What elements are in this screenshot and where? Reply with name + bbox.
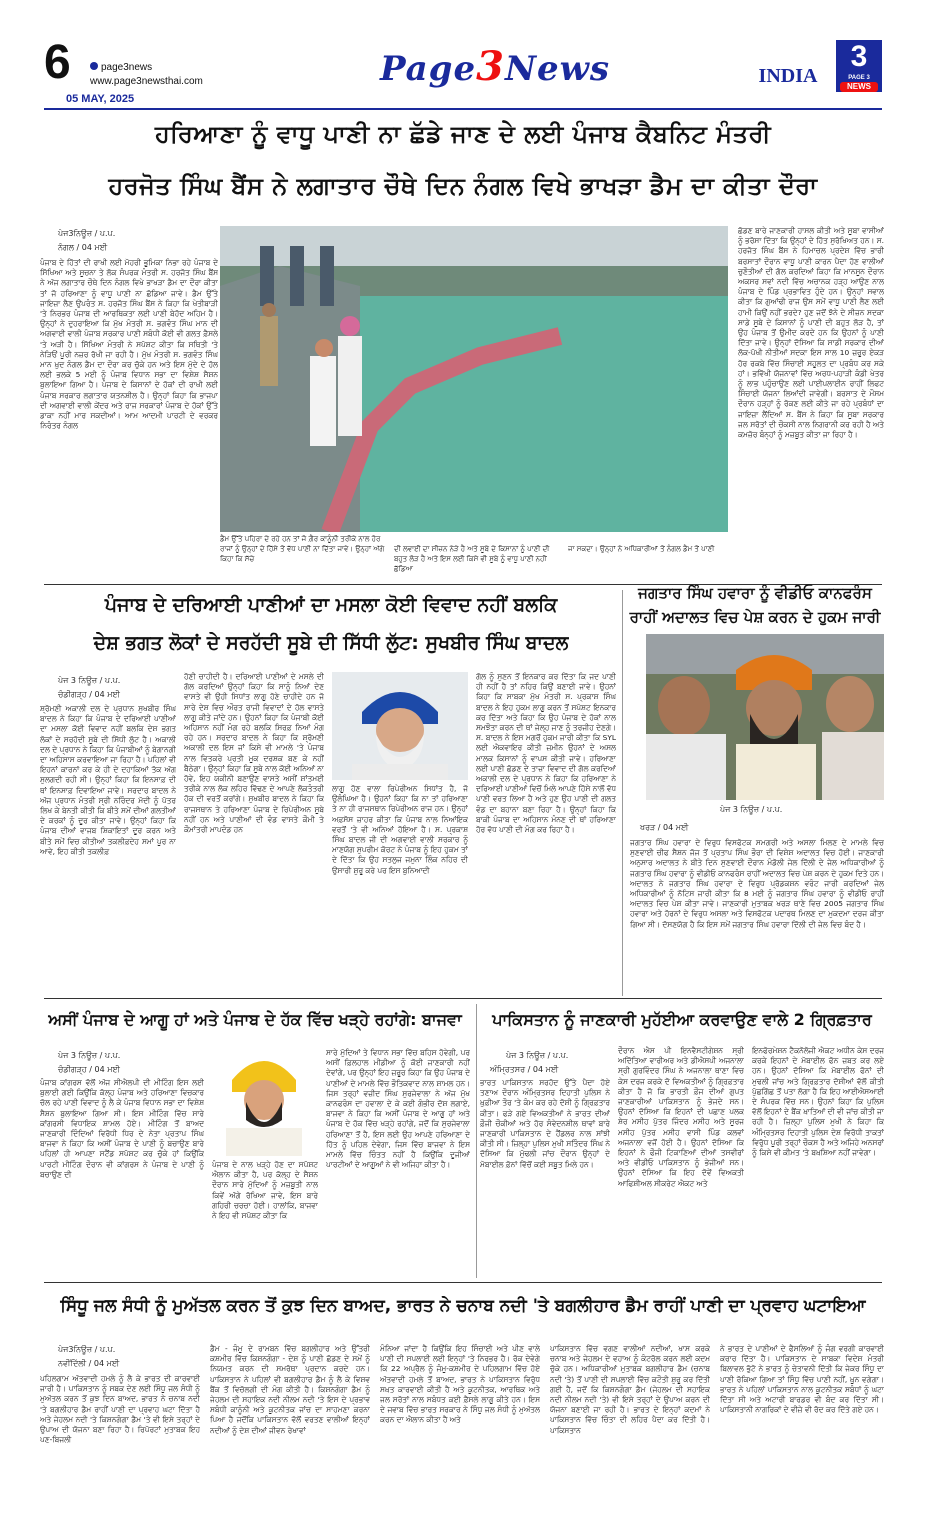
article2-col3: ਲਾਗੂ ਹੋਣ ਵਾਲਾ ਰਿਪੇਰੀਅਨ ਸਿਧਾਂਤ ਹੈ, ਜੋ ਉਲੰਘਿਆ ਹੈ। ਉਹਨਾਂ ਕਿਹਾ ਕਿ ਨਾ ਤਾਂ ਹਰਿਆਣਾ ਤੇ ਨਾ ਹੀ ਰਾਜਸਥਾਨ ਰਿਪੇਰੀਅਨ ਰਾਜ ਹਨ। ਉਨ੍ਹਾਂ ਅਫ਼ਸੋਸ ਜ਼ਾਹਰ ਕੀਤਾ ਕਿ ਪੰਜਾਬ ਨਾਲ ਨਿਆਂਇਕ ਵਰਤੋਂ 'ਤੇ ਵੀ ਅਨਿਆਂ ਹੋਇਆ ਹੈ। ਸ. ਪ੍ਰਕਾਸ਼ ਸਿੰਘ ਬਾਦਲ ਜੀ ਦੀ ਅਗਵਾਈ ਵਾਲੀ ਸਰਕਾਰ ਨੂੰ ਮਾਣਯੋਗ ਸੁਪਰੀਮ ਕੋਰਟ ਨੇ ਪੰਜਾਬ ਨੂੰ ਇਹ ਹੁਕਮ ਤਾਂ ਦੇ ਦਿੱਤਾ ਕਿ ਉਹ ਸਤਲੁਜ ਜਮੁਨਾ ਲਿੰਕ ਨਹਿਰ ਦੀ ਉਸਾਰੀ ਸ਼ੁਰੂ ਕਰੇ ਪਰ ਇਸ ਬੁਨਿਆਦੀ — [332, 784, 468, 875]
article1-headline-line1: ਹਰਿਆਣਾ ਨੂੰ ਵਾਧੂ ਪਾਣੀ ਨਾ ਛੱਡੇ ਜਾਣ ਦੇ ਲਈ ਪੰਜਾਬ ਕੈਬਨਿਟ ਮੰਤਰੀ — [154, 120, 772, 148]
row3-top-rule — [44, 998, 882, 999]
article6-col4: ਪਾਕਿਸਤਾਨ ਵਿੱਚ ਵਗਣ ਵਾਲੀਆਂ ਨਦੀਆਂ, ਖਾਸ ਕਰਕੇ ਚਨਾਬ ਅਤੇ ਜੇਹਲਮ ਦੇ ਵਹਾਅ ਨੂੰ ਕੰਟਰੋਲ ਕਰਨ ਲਈ ਕਦਮ ਚੁੱਕੇ ਹਨ। ਅਧਿਕਾਰੀਆਂ ਮੁਤਾਬਕ ਬਗਲੀਹਾਰ ਡੈਮ (ਚਨਾਬ ਨਦੀ 'ਤੇ) ਤੋਂ ਪਾਣੀ ਦੀ ਸਪਲਾਈ ਵਿੱਚ ਕਟੌਤੀ ਸ਼ੁਰੂ ਕਰ ਦਿੱਤੀ ਗਈ ਹੈ, ਜਦੋਂ ਕਿ ਕਿਸ਼ਨਗੰਗਾ ਡੈਮ (ਜੇਹਲਮ ਦੀ ਸਹਾਇਕ ਨਦੀ ਨੀਲਮ ਨਦੀ 'ਤੇ) ਵੀ ਇਸੇ ਤਰ੍ਹਾਂ ਦੇ ਉਪਾਅ ਕਰਨ ਦੀ ਯੋਜਨਾ ਬਣਾਈ ਜਾ ਰਹੀ ਹੈ। ਭਾਰਤ ਦੇ ਇਨ੍ਹਾਂ ਕਦਮਾਂ ਨੇ ਪਾਕਿਸਤਾਨ ਵਿੱਚ ਚਿੰਤਾ ਦੀ ਲਹਿਰ ਪੈਦਾ ਕਰ ਦਿੱਤੀ ਹੈ। ਪਾਕਿਸਤਾਨ — [550, 1344, 710, 1435]
article4-dateline: ਚੰਡੀਗੜ੍ਹ / 04 ਮਈ — [58, 1065, 120, 1074]
article1-caption-col2: ਦੀ ਲਵਾਈ ਦਾ ਸੀਜ਼ਨ ਨੇੜੇ ਹੈ ਅਤੇ ਸੂਬੇ ਦੇ ਕਿਸਾਨਾਂ ਨੂੰ ਪਾਣੀ ਦੀ ਬਹੁਤ ਲੋੜ ਹੈ ਅਤੇ ਇਸ ਲਈ ਕਿਸੇ ਵੀ ਸੂਬੇ ਨੂੰ ਵਾਧੂ ਪਾਣੀ ਨਹੀਂ ਛੱਡਿਆ — [394, 545, 550, 573]
article3-source: ਪੇਜ 3 ਨਿਊਜ਼ / ਪ.ਪ. — [720, 805, 783, 814]
article5-source: ਪੇਜ 3 ਨਿਊਜ਼ / ਪ.ਪ. — [506, 1051, 569, 1060]
masthead-rule — [44, 108, 882, 110]
article4-photo-caption: ਪੰਜਾਬ ਦੇ ਨਾਲ ਖੜ੍ਹੇ ਹੋਣ ਦਾ ਸਪੱਸ਼ਟ ਐਲਾਨ ਕੀਤਾ ਹੈ, ਪਰ ਕੱਲ੍ਹ ਦੇ ਸੈਸ਼ਨ ਦੌਰਾਨ ਸਾਰੇ ਮੁੱਦਿਆਂ ਨੂੰ ਮਜ਼ਬੂਤੀ ਨਾਲ ਕਿਵੇਂ ਅੱਗੇ ਰੱਖਿਆ ਜਾਵੇ, ਇਸ ਬਾਰੇ ਗਹਿਰੀ ਚਰਚਾ ਹੋਈ। ਹਾਲਾਂਕਿ, ਬਾਜਵਾ ਨੇ ਇਹ ਵੀ ਸਪੱਸ਼ਟ ਕੀਤਾ ਕਿ — [212, 1160, 318, 1221]
article4-col3: ਸਾਰੇ ਮੁੱਦਿਆਂ ਤੇ ਵਿਧਾਨ ਸਭਾ ਵਿੱਚ ਬਹਿਸ ਹੋਵੇਗੀ, ਪਰ ਅਸੀਂ ਫ਼ਿਲਹਾਲ ਮੀਡੀਆ ਨੂੰ ਕੋਈ ਜਾਣਕਾਰੀ ਨਹੀਂ ਦੇਵਾਂਗੇ, ਪਰ ਉਨ੍ਹਾਂ ਇਹ ਜ਼ਰੂਰ ਕਿਹਾ ਕਿ ਉਹ ਪੰਜਾਬ ਦੇ ਪਾਣੀਆਂ ਦੇ ਮਾਮਲੇ ਵਿੱਚ ਭੌਤਿਕਵਾਦ ਨਾਲ ਸ਼ਾਮਲ ਹਨ। ਜਿਸ ਤਰ੍ਹਾਂ ਵਜ਼ੀਦ ਸਿੰਘ ਸੁਰਜੇਵਾਲਾ ਨੇ ਅੱਜ ਮੁੱਖ ਕਾਨਫਰੰਸ ਦਾ ਹਵਾਲਾ ਦੇ ਕੇ ਕਈ ਗੰਭੀਰ ਦੋਸ਼ ਲਗਾਏ, ਬਾਜਵਾ ਨੇ ਕਿਹਾ ਕਿ ਅਸੀਂ ਪੰਜਾਬ ਦੇ ਆਗੂ ਹਾਂ ਅਤੇ ਪੰਜਾਬ ਦੇ ਹੱਕ ਵਿੱਚ ਖੜ੍ਹੇ ਰਹਾਂਗੇ, ਜਦੋਂ ਕਿ ਸੁਰਜੇਵਾਲਾ ਹਰਿਆਣਾ ਤੋਂ ਹੈ, ਇਸ ਲਈ ਉਹ ਆਪਣੇ ਹਰਿਆਣਾ ਦੇ ਹਿੱਤ ਨੂੰ ਪਹਿਲ ਦੇਵੇਗਾ, ਜਿਸ ਵਿੱਚ ਬਾਜਵਾ ਨੇ ਇਸ ਮਾਮਲੇ ਵਿੱਚ ਚਿੰਤਤ ਨਹੀਂ ਹੈ ਕਿਉਂਕਿ ਦੂਜੀਆਂ ਪਾਰਟੀਆਂ ਦੇ ਆਗੂਆਂ ਨੇ ਵੀ ਅਜਿਹਾ ਕੀਤਾ ਹੈ। — [326, 1048, 470, 1170]
article6-col3: ਮੰਨਿਆ ਜਾਂਦਾ ਹੈ ਕਿਉਂਕਿ ਇਹ ਸਿੰਚਾਈ ਅਤੇ ਪੀਣ ਵਾਲੇ ਪਾਣੀ ਦੀ ਸਪਲਾਈ ਲਈ ਇਨ੍ਹਾਂ 'ਤੇ ਨਿਰਭਰ ਹੈ। ਰੋਕ ਦੇਵੇਗੇ ਕਿ 22 ਅਪ੍ਰੈਲ ਨੂੰ ਜੰਮੂ-ਕਸ਼ਮੀਰ ਦੇ ਪਹਿਲਗਾਮ ਵਿੱਚ ਹੋਏ ਅੱਤਵਾਦੀ ਹਮਲੇ ਤੋਂ ਬਾਅਦ, ਭਾਰਤ ਨੇ ਪਾਕਿਸਤਾਨ ਵਿਰੁੱਧ ਸਖ਼ਤ ਕਾਰਵਾਈ ਕੀਤੀ ਹੈ ਅਤੇ ਕੂਟਨੀਤਕ, ਆਰਥਿਕ ਅਤੇ ਜਲ ਸਰੋਤਾਂ ਨਾਲ ਸਬੰਧਤ ਕਈ ਫ਼ੈਸਲੇ ਲਾਗੂ ਕੀਤੇ ਹਨ। ਇਸ ਦੇ ਜਵਾਬ ਵਿੱਚ ਭਾਰਤ ਸਰਕਾਰ ਨੇ ਸਿੰਧੂ ਜਲ ਸੰਧੀ ਨੂੰ ਮੁਅੱਤਲ ਕਰਨ ਦਾ ਐਲਾਨ ਕੀਤਾ ਹੈ ਅਤੇ — [380, 1344, 540, 1425]
divider-article2-3 — [622, 590, 623, 996]
article4-headline: ਅਸੀਂ ਪੰਜਾਬ ਦੇ ਆਗੂ ਹਾਂ ਅਤੇ ਪੰਜਾਬ ਦੇ ਹੱਕ ਵਿੱਚ ਖੜ੍ਹੇ ਰਹਾਂਗੇ: ਬਾਜਵਾ — [48, 1010, 462, 1029]
article1-col1: ਪੰਜਾਬ ਦੇ ਹਿੱਤਾਂ ਦੀ ਰਾਖੀ ਲਈ ਮੋਹਰੀ ਭੂਮਿਕਾ ਨਿਭਾ ਰਹੇ ਪੰਜਾਬ ਦੇ ਸਿੱਖਿਆ ਅਤੇ ਸੂਚਨਾ ਤੇ ਲੋਕ ਸੰਪਰਕ ਮੰਤਰੀ ਸ. ਹਰਜੋਤ ਸਿੰਘ ਬੈਂਸ ਨੇ ਅੱਜ ਲਗਾਤਾਰ ਚੌਥੇ ਦਿਨ ਨੰਗਲ ਵਿਖੇ ਭਾਖੜਾ ਡੈਮ ਦਾ ਦੌਰਾ ਕੀਤਾ ਤਾਂ ਜੋ ਹਰਿਆਣਾ ਨੂੰ ਵਾਧੂ ਪਾਣੀ ਨਾ ਛੱਡਿਆ ਜਾਵੇ। ਡੈਮ ਉੱਤੇ ਜਾਇਜ਼ਾ ਲੈਣ ਉਪਰੰਤ ਸ. ਹਰਜੋਤ ਸਿੰਘ ਬੈਂਸ ਨੇ ਕਿਹਾ ਕਿ ਖੇਤੀਬਾੜੀ 'ਤੇ ਨਿਰਭਰ ਪੰਜਾਬ ਦੀ ਆਰਥਿਕਤਾ ਲਈ ਪਾਣੀ ਬੇਹੱਦ ਅਹਿਮ ਹੈ। ਉਨ੍ਹਾਂ ਨੇ ਦੁਹਰਾਇਆ ਕਿ ਮੁੱਖ ਮੰਤਰੀ ਸ. ਭਗਵੰਤ ਸਿੰਘ ਮਾਨ ਦੀ ਅਗਵਾਈ ਵਾਲੀ ਪੰਜਾਬ ਸਰਕਾਰ ਪਾਣੀ ਸਬੰਧੀ ਕੋਈ ਵੀ ਗਲਤ ਫ਼ੈਸਲੇ 'ਤੇ ਅੜੀ ਹੈ। ਸਿੱਖਿਆ ਮੰਤਰੀ ਨੇ ਸਪੱਸ਼ਟ ਕੀਤਾ ਕਿ ਸਥਿਤੀ 'ਤੇ ਨੇੜਿਓਂ ਪੂਰੀ ਨਜ਼ਰ ਰੱਖੀ ਜਾ ਰਹੀ ਹੈ। ਮੁੱਖ ਮੰਤਰੀ ਸ. ਭਗਵੰਤ ਸਿੰਘ ਮਾਨ ਖ਼ੁਦ ਨੰਗਲ ਡੈਮ ਦਾ ਦੌਰਾ ਕਰ ਚੁੱਕੇ ਹਨ ਅਤੇ ਇਸ ਮੁੱਦੇ ਦੇ ਹੱਲ ਲਈ ਭਲਕੇ 5 ਮਈ ਨੂੰ ਪੰਜਾਬ ਵਿਧਾਨ ਸਭਾ ਦਾ ਵਿਸ਼ੇਸ਼ ਸੈਸ਼ਨ ਬੁਲਾਇਆ ਗਿਆ ਹੈ। ਪੰਜਾਬ ਦੇ ਕਿਸਾਨਾਂ ਦੇ ਹੱਕਾਂ ਦੀ ਰਾਖੀ ਲਈ ਪੰਜਾਬ ਸਰਕਾਰ ਲਗਾਤਾਰ ਯਤਨਸ਼ੀਲ ਹੈ। ਉਨ੍ਹਾਂ ਕਿਹਾ ਕਿ ਭਾਜਪਾ ਦੀ ਅਗਵਾਈ ਵਾਲੀ ਕੇਂਦਰ ਅਤੇ ਰਾਜ ਸਰਕਾਰਾਂ ਪੰਜਾਬ ਦੇ ਹੱਕਾਂ ਉੱਤੇ ਡਾਕਾ ਨਹੀਂ ਮਾਰ ਸਕਦੀਆਂ। ਆਮ ਆਦਮੀ ਪਾਰਟੀ ਦੇ ਵਰਕਰ ਨਿਰੰਤਰ ਨੰਗਲ — [40, 258, 218, 431]
bajwa-photo — [212, 1046, 316, 1156]
article6-dateline: ਨਵੀਂਦਿੱਲੀ / 04 ਮਈ — [58, 1359, 120, 1368]
social-handle: page3news — [90, 62, 152, 73]
article6-source: ਪੇਜ3ਨਿਊਜ਼ / ਪ.ਪ. — [58, 1345, 116, 1354]
portrait-illustration — [332, 672, 468, 780]
issue-date: 05 MAY, 2025 — [66, 93, 135, 105]
article1-caption-col1: ਡੈਮ ਉੱਤੇ ਪਹਿਰਾ ਦੇ ਰਹੇ ਹਨ ਤਾਂ ਜੋ ਗ਼ੈਰ ਕਾਨੂੰਨੀ ਤਰੀਕੇ ਨਾਲ ਹੋਰ ਰਾਜਾਂ ਨੂੰ ਉਨ੍ਹਾਂ ਦੇ ਹਿੱਸੇ ਤੋਂ ਵੱਧ ਪਾਣੀ ਨਾ ਦਿੱਤਾ ਜਾਵੇ। ਉਨ੍ਹਾਂ ਅੱਗੇ ਕਿਹਾ ਕਿ ਸੱਚੇ — [220, 535, 385, 563]
article5-col2: ਦੌਰਾਨ ਐਸ ਪੀ ਇਨਵੈਸਟੀਗੇਸ਼ਨ ਸ੍ਰੀ ਅਦਿੱਤਿਆ ਵਾਰੀਅਰ ਅਤੇ ਡੀਐਸਪੀ ਅਜਨਾਲਾ ਸ੍ਰੀ ਗੁਰਵਿੰਦਰ ਸਿੰਘ ਨੇ ਅਜਨਾਲਾ ਥਾਣਾ ਵਿਚ ਕੇਸ ਦਰਜ ਕਰਕੇ ਦੋ ਵਿਅਕਤੀਆਂ ਨੂੰ ਗ੍ਰਿਫ਼ਤਾਰ ਕੀਤਾ ਹੈ ਜੋ ਕਿ ਭਾਰਤੀ ਫ਼ੌਜ ਦੀਆਂ ਗੁਪਤ ਜਾਣਕਾਰੀਆਂ ਪਾਕਿਸਤਾਨ ਨੂੰ ਭੇਜਦੇ ਸਨ। ਉਹਨਾਂ ਦੱਸਿਆ ਕਿ ਇਹਨਾਂ ਦੀ ਪਛਾਣ ਪਲਕ ਸ਼ੇਰ ਮਸੀਹ ਪੁੱਤਰ ਜਿੰਦਰ ਮਸੀਹ ਅਤੇ ਸੂਰਜ ਮਸੀਹ ਪੁੱਤਰ ਮਸੀਹ ਵਾਸੀ ਪਿੰਡ ਕਲਵਾਂ ਅਜਨਾਲਾ ਵਜੋਂ ਹੋਈ ਹੈ। ਉਹਨਾਂ ਦੱਸਿਆ ਕਿ ਇਹਨਾਂ ਨੇ ਫੌਜੀ ਟਿਕਾਣਿਆਂ ਦੀਆਂ ਤਸਵੀਰਾਂ ਅਤੇ ਵੀਡੀਓ ਪਾਕਿਸਤਾਨ ਨੂੰ ਭੇਜੀਆਂ ਸਨ। ਉਹਨਾਂ ਦੱਸਿਆ ਕਿ ਇਹ ਦੋਵੇਂ ਵਿਅਕਤੀ ਆਫਿਸ਼ੀਅਲ ਸੀਕਰੇਟ ਐਕਟ ਅਤੇ — [618, 1046, 744, 1188]
edition-label: INDIA — [758, 65, 818, 87]
article5-headline: ਪਾਕਿਸਤਾਨ ਨੂੰ ਜਾਣਕਾਰੀ ਮੁਹੱਈਆ ਕਰਵਾਉਣ ਵਾਲੇ 2 ਗ੍ਰਿਫ਼ਤਾਰ — [492, 1010, 872, 1029]
article1-dam-photo — [220, 226, 728, 532]
article5-col1: ਭਾਰਤ ਪਾਕਿਸਤਾਨ ਸਰਹੱਦ ਉੱਤੇ ਪੈਦਾ ਹੋਏ ਤਣਾਅ ਦੌਰਾਨ ਅੰਮ੍ਰਿਤਸਰ ਦਿਹਾਤੀ ਪੁਲਿਸ ਨੇ ਖ਼ੁਫ਼ੀਆ ਤੌਰ 'ਤੇ ਕੰਮ ਕਰ ਰਹੇ ਦੋਸ਼ੀ ਨੂੰ ਗ੍ਰਿਫ਼ਤਾਰ ਕੀਤਾ। ਫੜੇ ਗਏ ਵਿਅਕਤੀਆਂ ਨੇ ਭਾਰਤ ਦੀਆਂ ਫ਼ੌਜੀ ਚੌਕੀਆਂ ਅਤੇ ਹੋਰ ਸੰਵੇਦਨਸ਼ੀਲ ਥਾਵਾਂ ਬਾਰੇ ਜਾਣਕਾਰੀ ਪਾਕਿਸਤਾਨ ਦੇ ਹੈਂਡਲਰ ਨਾਲ ਸਾਂਝੀ ਕੀਤੀ ਸੀ। ਜ਼ਿਲ੍ਹਾ ਪੁਲਿਸ ਮੁਖੀ ਸਤਿੰਦਰ ਸਿੰਘ ਨੇ ਦੱਸਿਆ ਕਿ ਮੁੱਢਲੀ ਜਾਂਚ ਦੌਰਾਨ ਉਨ੍ਹਾਂ ਦੇ ਮੋਬਾਈਲ ਫ਼ੋਨਾਂ ਵਿੱਚੋਂ ਕਈ ਸਬੂਤ ਮਿਲੇ ਹਨ। — [480, 1078, 610, 1169]
article1-dateline: ਨੰਗਲ / 04 ਮਈ — [58, 243, 108, 252]
article2-col1: ਸ਼੍ਰੋਮਣੀ ਅਕਾਲੀ ਦਲ ਦੇ ਪ੍ਰਧਾਨ ਸੁਖਬੀਰ ਸਿੰਘ ਬਾਦਲ ਨੇ ਕਿਹਾ ਕਿ ਪੰਜਾਬ ਦੇ ਦਰਿਆਈ ਪਾਣੀਆਂ ਦਾ ਮਸਲਾ ਕੋਈ ਵਿਵਾਦ ਨਹੀਂ ਬਲਕਿ ਦੇਸ਼ ਭਗਤ ਲੋਕਾਂ ਦੇ ਸਰਹੱਦੀ ਸੂਬੇ ਦੀ ਸਿੱਧੀ ਲੁੱਟ ਹੈ। ਅਕਾਲੀ ਦਲ ਦੇ ਪ੍ਰਧਾਨ ਨੇ ਕਿਹਾ ਕਿ ਪੰਜਾਬੀਆਂ ਨੂੰ ਬੇਗਾਨਗੀ ਦਾ ਅਹਿਸਾਸ ਕਰਵਾਇਆ ਜਾ ਰਿਹਾ ਹੈ। ਪਹਿਲਾਂ ਵੀ ਇਹਨਾਂ ਕਾਰਨਾਂ ਕਰ ਕੇ ਹੀ ਦੇ ਦਹਾਕਿਆਂ ਤੱਕ ਅੱਗ ਸੁਲਗਦੀ ਰਹੀ ਸੀ। ਉਨ੍ਹਾਂ ਕਿਹਾ ਕਿ ਇਨਸਾਫ਼ ਦੀ ਥਾਂ ਇਨਸਾਫ਼ ਦਿਵਾਇਆ ਜਾਵੇ। ਸਰਦਾਰ ਬਾਦਲ ਨੇ ਅੱਜ ਪ੍ਰਧਾਨ ਮੰਤਰੀ ਸ੍ਰੀ ਨਰਿੰਦਰ ਮੋਦੀ ਨੂੰ ਪੱਤਰ ਲਿਖ ਕੇ ਬੇਨਤੀ ਕੀਤੀ ਕਿ ਬੀਤੇ ਸਮੇਂ ਦੀਆਂ ਗਲਤੀਆਂ ਦੇ ਕਰਕਾਂ ਨੂੰ ਦੂਰ ਕੀਤਾ ਜਾਵੇ। ਉਨ੍ਹਾਂ ਕਿਹਾ ਕਿ ਪੰਜਾਬ ਦੀਆਂ ਵਾਜਬ ਸ਼ਿਕਾਇਤਾਂ ਦੂਰ ਕਰਨ ਅਤੇ ਬੀਤੇ ਸਮੇਂ ਵਿਚ ਕੀਤੀਆਂ ਤਕਲੀਫ਼ਦੇਹ ਸਮਾਂ ਪੂਰ ਨਾ ਆਵੇ, ਇਹ ਕੀਤੀ ਤਕਲੀਫ਼ — [40, 704, 176, 856]
article3-headline-line2: ਰਾਹੀਂ ਅਦਾਲਤ ਵਿਚ ਪੇਸ਼ ਕਰਨ ਦੇ ਹੁਕਮ ਜਾਰੀ — [629, 608, 881, 626]
article2-headline-line1: ਪੰਜਾਬ ਦੇ ਦਰਿਆਈ ਪਾਣੀਆਂ ਦਾ ਮਸਲਾ ਕੋਈ ਵਿਵਾਦ ਨਹੀਂ ਬਲਕਿ — [104, 594, 558, 616]
page-number: 6 — [44, 36, 71, 89]
article3-body: ਜਗਤਾਰ ਸਿੰਘ ਹਵਾਰਾ ਦੇ ਵਿਰੁਧ ਵਿਸਫੋਟਕ ਸਮਗਰੀ ਅਤੇ ਅਸਲਾ ਮਿਲਣ ਦੇ ਮਾਮਲੇ ਵਿਚ ਸੁਣਵਾਈ ਚੀਫ ਸੈਸ਼ਨ ਜੱਜ ਤੋਂ ਪ੍ਰਤਾਪ ਸਿੰਘ ਭੌਰਾ ਦੀ ਵਿਸ਼ੇਸ਼ ਅਦਾਲਤ ਵਿਚ ਹੋਈ। ਜਾਣਕਾਰੀ ਅਨੁਸਾਰ ਅਦਾਲਤ ਨੇ ਬੀਤੇ ਦਿਨ ਸੁਣਵਾਈ ਦੌਰਾਨ ਮੰਡੋਲੀ ਜੇਲ ਦਿੱਲੀ ਦੇ ਜੇਲ ਅਧਿਕਾਰੀਆਂ ਨੂੰ ਜਗਤਾਰ ਸਿੰਘ ਹਵਾਰਾ ਨੂੰ ਵੀਡੀਓ ਕਾਨਫਰੰਸ ਰਾਹੀਂ ਅਦਾਲਤ ਵਿਚ ਪੇਸ਼ ਕਰਨ ਦੇ ਹੁਕਮ ਦਿਤੇ ਹਨ। ਅਦਾਲਤ ਨੇ ਜਗਤਾਰ ਸਿੰਘ ਹਵਾਰਾ ਦੇ ਵਿਰੁਧ ਪ੍ਰੋਡਕਸ਼ਨ ਵਰੰਟ ਜਾਰੀ ਕਰਦਿਆਂ ਜੇਲ ਅਧਿਕਾਰੀਆਂ ਨੂੰ ਨੋਟਿਸ ਜਾਰੀ ਕੀਤਾ ਕਿ 8 ਮਈ ਨੂੰ ਜਗਤਾਰ ਸਿੰਘ ਹਵਾਰਾ ਨੂੰ ਵੀਡੀਓ ਰਾਹੀਂ ਅਦਾਲਤ ਵਿਚ ਪੇਸ਼ ਕੀਤਾ ਜਾਵੇ। ਜਾਣਕਾਰੀ ਮੁਤਾਬਕ ਖਰੜ ਥਾਣੇ ਵਿਚ 2005 ਜਗਤਾਰ ਸਿੰਘ ਹਵਾਰਾ ਅਤੇ ਹੋਰਨਾਂ ਦੇ ਵਿਰੁਧ ਅਸਲਾ ਅਤੇ ਵਿਸਫੋਟਕ ਪਦਾਰਥ ਮਿਲਣ ਦਾ ਮੁਕਦਮਾ ਦਰਜ ਕੀਤਾ ਗਿਆ ਸੀ। ਦੱਸਣਯੋਗ ਹੈ ਕਿ ਇਸ ਸਮੇਂ ਜਗਤਾਰ ਸਿੰਘ ਹਵਾਰਾ ਦਿੱਲੀ ਦੀ ਜੇਲ ਵਿਚ ਬੰਦ ਹੈ। — [630, 838, 884, 929]
article4-col1: ਪੰਜਾਬ ਕਾਂਗਰਸ ਵੱਲੋਂ ਅੱਜ ਸੀਐਲਪੀ ਦੀ ਮੀਟਿੰਗ ਇਸ ਲਈ ਬੁਲਾਈ ਗਈ ਕਿਉਂਕਿ ਕੱਲ੍ਹ ਪੰਜਾਬ ਅਤੇ ਹਰਿਆਣਾ ਵਿਚਕਾਰ ਚੱਲ ਰਹੇ ਪਾਣੀ ਵਿਵਾਦ ਨੂੰ ਲੈ ਕੇ ਪੰਜਾਬ ਵਿਧਾਨ ਸਭਾ ਦਾ ਵਿਸ਼ੇਸ਼ ਸੈਸ਼ਨ ਬੁਲਾਇਆ ਗਿਆ ਸੀ। ਇਸ ਮੀਟਿੰਗ ਵਿੱਚ ਸਾਰੇ ਕਾਂਗਰਸੀ ਵਿਧਾਇਕ ਸ਼ਾਮਲ ਹੋਏ। ਮੀਟਿੰਗ ਤੋਂ ਬਾਅਦ ਜਾਣਕਾਰੀ ਦਿੰਦਿਆਂ ਵਿਰੋਧੀ ਧਿਰ ਦੇ ਨੇਤਾ ਪ੍ਰਤਾਪ ਸਿੰਘ ਬਾਜਵਾ ਨੇ ਕਿਹਾ ਕਿ ਅਸੀਂ ਪੰਜਾਬ ਦੇ ਪਾਣੀ ਨੂੰ ਬਚਾਉਣ ਬਾਰੇ ਪਹਿਲਾਂ ਹੀ ਆਪਣਾ ਸਟੈਂਡ ਸਪੱਸ਼ਟ ਕਰ ਚੁੱਕੇ ਹਾਂ ਕਿਉਂਕਿ ਪਾਰਟੀ ਮੀਟਿੰਗ ਦੌਰਾਨ ਵੀ ਕਾਂਗਰਸ ਨੇ ਪੰਜਾਬ ਦੇ ਪਾਣੀ ਨੂੰ ਬਚਾਉਣ ਦੀ — [40, 1078, 204, 1179]
article6-col1: ਪਹਿਲਗਾਮ ਅੱਤਵਾਦੀ ਹਮਲੇ ਨੂੰ ਲੈ ਕੇ ਭਾਰਤ ਦੀ ਕਾਰਵਾਈ ਜਾਰੀ ਹੈ। ਪਾਕਿਸਤਾਨ ਨੂੰ ਸਬਕ ਦੇਣ ਲਈ ਸਿੰਧੂ ਜਲ ਸੰਧੀ ਨੂੰ ਮੁਅੱਤਲ ਕਰਨ ਤੋਂ ਕੁਝ ਦਿਨ ਬਾਅਦ, ਭਾਰਤ ਨੇ ਚਨਾਬ ਨਦੀ 'ਤੇ ਬਗਲੀਹਾਰ ਡੈਮ ਰਾਹੀਂ ਪਾਣੀ ਦਾ ਪ੍ਰਵਾਹ ਘਟਾ ਦਿੱਤਾ ਹੈ ਅਤੇ ਜੇਹਲਮ ਨਦੀ 'ਤੇ ਕਿਸ਼ਨਗੰਗਾ ਡੈਮ 'ਤੇ ਵੀ ਇਸੇ ਤਰ੍ਹਾਂ ਦੇ ਉਪਾਅ ਦੀ ਯੋਜਨਾ ਬਣਾ ਰਿਹਾ ਹੈ। ਰਿਪੋਰਟਾਂ ਮੁਤਾਬਕ ਇਹ ਪਣ-ਬਿਜਲੀ — [40, 1374, 200, 1445]
article2-source: ਪੇਜ 3 ਨਿਊਜ਼ / ਪ.ਪ. — [58, 676, 121, 685]
article2-col4: ਗੱਲ ਨੂੰ ਸੁਣਨ ਤੋਂ ਇਨਕਾਰ ਕਰ ਦਿੱਤਾ ਕਿ ਜਦ ਪਾਣੀ ਹੀ ਨਹੀਂ ਹੈ ਤਾਂ ਨਹਿਰ ਕਿਉਂ ਬਣਾਈ ਜਾਵੇ। ਉਹਨਾਂ ਕਿਹਾ ਕਿ ਸਾਬਕਾ ਮੁੱਖ ਮੰਤਰੀ ਸ. ਪ੍ਰਕਾਸ਼ ਸਿੰਘ ਬਾਦਲ ਨੇ ਇਹ ਹੁਕਮ ਲਾਗੂ ਕਰਨ ਤੋਂ ਸਪੱਸ਼ਟ ਇਨਕਾਰ ਕਰ ਦਿੱਤਾ ਅਤੇ ਕਿਹਾ ਕਿ ਉਹ ਪੰਜਾਬ ਦੇ ਹੱਕਾਂ ਨਾਲ ਸਮਝੌਤਾ ਕਰਨ ਦੀ ਥਾਂ ਜੇਲ੍ਹ ਜਾਣ ਨੂੰ ਤਰਜੀਹ ਦੇਣਗੇ। ਸ. ਬਾਦਲ ਨੇ ਇਸ ਮਗਰੋਂ ਹੁਕਮ ਜਾਰੀ ਕੀਤਾ ਕਿ SYL ਲਈ ਐਕਵਾਇਰ ਕੀਤੀ ਜ਼ਮੀਨ ਉਹਨਾਂ ਦੇ ਅਸਲ ਮਾਲਕ ਕਿਸਾਨਾਂ ਨੂੰ ਵਾਪਸ ਕੀਤੀ ਜਾਵੇ। ਹਰਿਆਣਾ ਲਈ ਪਾਣੀ ਛੱਡਣ ਦੇ ਤਾਜ਼ਾ ਵਿਵਾਦ ਦੀ ਗੱਲ ਕਰਦਿਆਂ ਅਕਾਲੀ ਦਲ ਦੇ ਪ੍ਰਧਾਨ ਨੇ ਕਿਹਾ ਕਿ ਹਰਿਆਣਾ ਨੇ ਦਰਿਆਈ ਪਾਣੀਆਂ ਵਿਚੋਂ ਮਿਲੇ ਆਪਣੇ ਹਿੱਸੇ ਨਾਲੋਂ ਵੱਧ ਪਾਣੀ ਵਰਤ ਲਿਆ ਹੈ ਅਤੇ ਹੁਣ ਉਹ ਪਾਣੀ ਦੀ ਗਲਤ ਵੰਡ ਦਾ ਬਹਾਨਾ ਬਣਾ ਰਿਹਾ ਹੈ। ਉਨ੍ਹਾਂ ਕਿਹਾ ਕਿ ਬਾਕੀ ਪੰਜਾਬ ਦਾ ਅਹਿਸਾਨ ਮੰਨਣ ਦੀ ਥਾਂ ਹਰਿਆਣਾ ਹੋਰ ਵੱਧ ਪਾਣੀ ਦੀ ਮੰਗ ਕਰ ਰਿਹਾ ਹੈ। — [476, 672, 616, 835]
article6-col2: ਡੈਮ - ਜੰਮੂ ਦੇ ਰਾਮਬਨ ਵਿੱਚ ਬਗਲੀਹਾਰ ਅਤੇ ਉੱਤਰੀ ਕਸ਼ਮੀਰ ਵਿੱਚ ਕਿਸ਼ਨਗੰਗਾ - ਦੇਸ਼ ਨੂੰ ਪਾਣੀ ਛੱਡਣ ਦੇ ਸਮੇਂ ਨੂੰ ਨਿਯਮਤ ਕਰਨ ਦੀ ਸਮਰੱਥਾ ਪ੍ਰਦਾਨ ਕਰਦੇ ਹਨ। ਪਾਕਿਸਤਾਨ ਨੇ ਪਹਿਲਾਂ ਵੀ ਬਗਲੀਹਾਰ ਡੈਮ ਨੂੰ ਲੈ ਕੇ ਵਿਸ਼ਵ ਬੈਂਕ ਤੋਂ ਵਿਚੋਲਗੀ ਦੀ ਮੰਗ ਕੀਤੀ ਹੈ। ਕਿਸ਼ਨਗੰਗਾ ਡੈਮ ਨੂੰ ਜੇਹਲਮ ਦੀ ਸਹਾਇਕ ਨਦੀ ਨੀਲਮ ਨਦੀ 'ਤੇ ਇਸ ਦੇ ਪ੍ਰਭਾਵ ਸਬੰਧੀ ਕਾਨੂੰਨੀ ਅਤੇ ਕੂਟਨੀਤਕ ਜਾਂਚ ਦਾ ਸਾਹਮਣਾ ਕਰਨਾ ਪਿਆ ਹੈ ਜਦੋਂਕਿ ਪਾਕਿਸਤਾਨ ਵੱਲੋਂ ਵਰਤਣ ਵਾਲੀਆਂ ਇਨ੍ਹਾਂ ਨਦੀਆਂ ਨੂੰ ਦੇਸ਼ ਦੀਆਂ ਜੀਵਨ ਰੇਖਾਵਾਂ — [210, 1344, 370, 1435]
article2-headline-line2: ਦੇਸ਼ ਭਗਤ ਲੋਕਾਂ ਦੇ ਸਰਹੱਦੀ ਸੂਬੇ ਦੀ ਸਿੱਧੀ ਲੁੱਟ: ਸੁਖਬੀਰ ਸਿੰਘ ਬਾਦਲ — [93, 632, 569, 654]
article3-headline-line1: ਜਗਤਾਰ ਸਿੰਘ ਹਵਾਰਾ ਨੂੰ ਵੀਡੀਓ ਕਾਨਫਰੰਸ — [638, 584, 872, 602]
social-icon — [90, 62, 98, 70]
article5-col3: ਇਨਫੋਰਮੇਸ਼ਨ ਟੈਕਨੋਲੋਜੀ ਐਕਟ ਅਧੀਨ ਕੇਸ ਦਰਜ ਕਰਕੇ ਇਹਨਾਂ ਦੇ ਮੋਬਾਈਲ ਫੋਨ ਜ਼ਬਤ ਕਰ ਲਏ ਹਨ। ਉਹਨਾਂ ਦੱਸਿਆ ਕਿ ਮੋਬਾਈਲ ਫੋਨਾਂ ਦੀ ਮੁਢਲੀ ਜਾਂਚ ਅਤੇ ਗ੍ਰਿਫ਼ਤਾਰ ਦੋਸ਼ੀਆਂ ਵੱਲੋਂ ਕੀਤੀ ਪੁੱਛਗਿੱਛ ਤੋਂ ਪਤਾ ਲੱਗਾ ਹੈ ਕਿ ਇਹ ਆਈਐਸਆਈ ਦੇ ਸੰਪਰਕ ਵਿੱਚ ਸਨ। ਉਹਨਾਂ ਕਿਹਾ ਕਿ ਪੁਲਿਸ ਵੱਲੋਂ ਇਹਨਾਂ ਦੇ ਬੈਂਕ ਖ਼ਾਤਿਆਂ ਦੀ ਵੀ ਜਾਂਚ ਕੀਤੀ ਜਾ ਰਹੀ ਹੈ। ਜ਼ਿਲ੍ਹਾ ਪੁਲਿਸ ਮੁਖੀ ਨੇ ਕਿਹਾ ਕਿ ਅੰਮ੍ਰਿਤਸਰ ਦਿਹਾਤੀ ਪੁਲਿਸ ਦੇਸ਼ ਵਿਰੋਧੀ ਤਾਕਤਾਂ ਵਿਰੁੱਧ ਪੂਰੀ ਤਰ੍ਹਾਂ ਚੌਕਸ ਹੈ ਅਤੇ ਅਜਿਹੇ ਅਨਸਰਾਂ ਨੂੰ ਕਿਸੇ ਵੀ ਕੀਮਤ 'ਤੇ ਬਖ਼ਸ਼ਿਆ ਨਹੀਂ ਜਾਵੇਗਾ। — [752, 1046, 884, 1158]
article2-col2: ਹੋਣੀ ਚਾਹੀਦੀ ਹੈ। ਦਰਿਆਈ ਪਾਣੀਆਂ ਦੇ ਮਸਲੇ ਦੀ ਗੱਲ ਕਰਦਿਆਂ ਉਨ੍ਹਾਂ ਕਿਹਾ ਕਿ ਸਾਨੂੰ ਨਿਆਂ ਦੇਣ ਵਾਸਤੇ ਵੀ ਉਹੀ ਸਿਧਾਂਤ ਲਾਗੂ ਹੋਣੇ ਚਾਹੀਦੇ ਹਨ ਜੋ ਸਾਰੇ ਦੇਸ਼ ਵਿਚ ਔਰਤ ਰਾਜੀ ਵਿਵਾਦਾਂ ਦੇ ਹੱਲ ਵਾਸਤੇ ਲਾਗੂ ਕੀਤੇ ਜਾਂਦੇ ਹਨ। ਉਹਨਾਂ ਕਿਹਾ ਕਿ ਪੰਜਾਬੀ ਕੋਈ ਅਹਿਸਾਨ ਨਹੀਂ ਮੰਗ ਰਹੇ ਬਲਕਿ ਸਿਰਫ਼ ਨਿਆਂ ਮੰਗ ਰਹੇ ਹਨ। ਸਰਦਾਰ ਬਾਦਲ ਨੇ ਕਿਹਾ ਕਿ ਸ਼੍ਰੋਮਣੀ ਅਕਾਲੀ ਦਲ ਇਸ ਜਾਂ ਕਿਸੇ ਵੀ ਮਾਮਲੇ 'ਤੇ ਪੰਜਾਬ ਨਾਲ ਵਿਤਕਰੇ ਪ੍ਰਤੀ ਮੂਕ ਦਰਸ਼ਕ ਬਣ ਕੇ ਨਹੀਂ ਬੈਠੇਗਾ। ਉਨ੍ਹਾਂ ਕਿਹਾ ਕਿ ਸੂਬੇ ਨਾਲ ਕੋਈ ਅਨਿਆਂ ਨਾ ਹੋਵੇ, ਇਹ ਯਕੀਨੀ ਬਣਾਉਣ ਵਾਸਤੇ ਅਸੀਂ ਸ਼ਾਂਤਮਈ ਤਰੀਕੇ ਨਾਲ ਲੋਕ ਲਹਿਰ ਵਿੱਢਣ ਦੇ ਆਪਣੇ ਲੋਕਤੰਤਰੀ ਹੱਕ ਦੀ ਵਰਤੋਂ ਕਰਾਂਗੇ। ਸੁਖਬੀਰ ਬਾਦਲ ਨੇ ਕਿਹਾ ਕਿ ਰਾਜਸਥਾਨ ਤੇ ਹਰਿਆਣਾ ਪੰਜਾਬ ਦੇ ਰਿਪੇਰੀਅਨ ਸੂਬੇ ਨਹੀਂ ਹਨ ਅਤੇ ਪਾਣੀਆਂ ਦੀ ਵੰਡ ਵਾਸਤੇ ਕੌਮੀ ਤੇ ਕੌਮਾਂਤਰੀ ਮਾਪਦੰਡ ਹਨ — [184, 672, 324, 835]
row4-top-rule — [44, 1282, 882, 1283]
hawara-photo — [646, 634, 884, 800]
article1-headline-line2: ਹਰਜੋਤ ਸਿੰਘ ਬੈਂਸ ਨੇ ਲਗਾਤਾਰ ਚੌਥੇ ਦਿਨ ਨੰਗਲ ਵਿਖੇ ਭਾਖੜਾ ਡੈਮ ਦਾ ਕੀਤਾ ਦੌਰਾ — [108, 172, 818, 200]
article4-source: ਪੇਜ 3 ਨਿਊਜ਼ / ਪ.ਪ. — [58, 1051, 121, 1060]
sukhbir-badal-photo — [332, 672, 468, 780]
page3-badge: 3 PAGE 3 NEWS — [836, 40, 882, 92]
article6-col5: ਨੇ ਭਾਰਤ ਦੇ ਪਾਣੀਆਂ ਦੇ ਫੈਸਲਿਆਂ ਨੂੰ ਜੰਗ ਵਰਗੀ ਕਾਰਵਾਈ ਕਰਾਰ ਦਿੱਤਾ ਹੈ। ਪਾਕਿਸਤਾਨ ਦੇ ਸਾਬਕਾ ਵਿਦੇਸ਼ ਮੰਤਰੀ ਬਿਲਾਵਲ ਭੁੱਟੋ ਨੇ ਭਾਰਤ ਨੂੰ ਚੇਤਾਵਨੀ ਦਿੱਤੀ ਕਿ ਜੇਕਰ ਸਿੰਧੂ ਦਾ ਪਾਣੀ ਰੋਕਿਆ ਗਿਆ ਤਾਂ ਸਿੰਧੂ ਵਿੱਚ ਪਾਣੀ ਨਹੀਂ, ਖ਼ੂਨ ਵਗੇਗਾ। ਭਾਰਤ ਨੇ ਪਹਿਲਾਂ ਪਾਕਿਸਤਾਨ ਨਾਲ ਕੂਟਨੀਤਕ ਸਬੰਧਾਂ ਨੂੰ ਘਟਾ ਦਿੱਤਾ ਸੀ ਅਤੇ ਅਟਾਰੀ ਬਾਰਡਰ ਵੀ ਬੰਦ ਕਰ ਦਿੱਤਾ ਸੀ। ਪਾਕਿਸਤਾਨੀ ਨਾਗਰਿਕਾਂ ਦੇ ਵੀਜ਼ੇ ਵੀ ਰੱਦ ਕਰ ਦਿੱਤੇ ਗਏ ਹਨ। — [720, 1344, 884, 1415]
dam-illustration — [220, 226, 728, 532]
article1-source: ਪੇਜ3ਨਿਊਜ਼ / ਪ.ਪ. — [58, 229, 116, 238]
divider-article4-5 — [476, 1004, 477, 1278]
website[interactable]: www.page3newsthai.com — [90, 76, 203, 87]
portrait-illustration — [212, 1046, 316, 1156]
logo: Page3News — [380, 43, 611, 90]
group-photo-illustration — [646, 634, 884, 800]
article1-caption-col3: ਜਾ ਸਕਦਾ। ਉਨ੍ਹਾਂ ਨੇ ਅਧਿਕਾਰੀਆਂ ਤੋਂ ਨੰਗਲ ਡੈਮ ਤੋਂ ਪਾਣੀ — [568, 545, 715, 553]
article5-dateline: ਅੰਮ੍ਰਿਤਸਰ / 04 ਮਈ — [490, 1065, 559, 1074]
article6-headline: ਸਿੰਧੂ ਜਲ ਸੰਧੀ ਨੂੰ ਮੁਅੱਤਲ ਕਰਨ ਤੋਂ ਕੁਝ ਦਿਨ ਬਾਅਦ, ਭਾਰਤ ਨੇ ਚਨਾਬ ਨਦੀ 'ਤੇ ਬਗਲੀਹਾਰ ਡੈਮ ਰਾਹੀਂ ਪਾਣੀ ਦਾ ਪ੍ਰਵਾਹ ਘਟਾਇਆ — [60, 1296, 866, 1316]
article2-dateline: ਚੰਡੀਗੜ੍ਹ / 04 ਮਈ — [58, 690, 120, 699]
article3-dateline: ਖਰੜ / 04 ਮਈ — [640, 823, 689, 832]
article1-col-right: ਛੱਡਣ ਬਾਰੇ ਜਾਣਕਾਰੀ ਹਾਸਲ ਕੀਤੀ ਅਤੇ ਸੂਬਾ ਵਾਸੀਆਂ ਨੂੰ ਭਰੋਸਾ ਦਿੱਤਾ ਕਿ ਉਨ੍ਹਾਂ ਦੇ ਹਿੱਤ ਸੁਰੱਖਿਅਤ ਹਨ। ਸ. ਹਰਜੋਤ ਸਿੰਘ ਬੈਂਸ ਨੇ ਹਿਮਾਚਲ ਪ੍ਰਦੇਸ਼ ਵਿੱਚ ਭਾਰੀ ਬਰਸਾਤਾਂ ਦੌਰਾਨ ਵਾਧੂ ਪਾਣੀ ਕਾਰਨ ਪੈਦਾ ਹੋਣ ਵਾਲੀਆਂ ਚੁਣੌਤੀਆਂ ਦੀ ਗੱਲ ਕਰਦਿਆਂ ਕਿਹਾ ਕਿ ਮਾਨਸੂਨ ਦੌਰਾਨ ਅਕਸਰ ਸਵਾਂ ਨਦੀ ਵਿੱਚ ਅਚਾਨਕ ਹੜ੍ਹ ਆਉਣ ਨਾਲ ਪੰਜਾਬ ਦੇ ਪਿੰਡ ਪ੍ਰਭਾਵਿਤ ਹੁੰਦੇ ਹਨ। ਉਨ੍ਹਾਂ ਸਵਾਲ ਕੀਤਾ ਕਿ ਗੁਆਂਢੀ ਰਾਜ ਉਸ ਸਮੇਂ ਵਾਧੂ ਪਾਣੀ ਲੈਣ ਲਈ ਹਾਮੀ ਕਿਉਂ ਨਹੀਂ ਭਰਦੇ? ਹੁਣ ਜਦੋਂ ਝੋਨੇ ਦੇ ਸੀਜ਼ਨ ਸਦਕਾ ਸਾਡੇ ਸੂਬੇ ਦੇ ਕਿਸਾਨਾਂ ਨੂੰ ਪਾਣੀ ਦੀ ਬਹੁਤ ਲੋੜ ਹੈ, ਤਾਂ ਉਹ ਪੰਜਾਬ ਤੋਂ ਉਮੀਦ ਕਰਦੇ ਹਨ ਕਿ ਉਹਨਾਂ ਨੂੰ ਪਾਣੀ ਦਿੱਤਾ ਜਾਵੇ। ਉਨ੍ਹਾਂ ਦੱਸਿਆ ਕਿ ਸਾਡੀ ਸਰਕਾਰ ਦੀਆਂ ਲੋਕ-ਪੱਖੀ ਨੀਤੀਆਂ ਸਦਕਾ ਇਸ ਸਾਲ 10 ਜ਼ਰੂਰ ਏਕੜ ਹੋਰ ਰਕਬੇ ਵਿੱਚ ਸਿੰਚਾਈ ਸਹੂਲਤ ਦਾ ਪ੍ਰਬੰਧ ਕਰ ਸਕੇ ਹਾਂ। ਭਵਿੱਖੀ ਯੋਜਨਾਵਾਂ ਵਿੱਚ ਅਰਧ-ਪਹਾੜੀ ਕੰਡੀ ਖੇਤਰ ਨੂੰ ਲਾਭ ਪਹੁੰਚਾਉਣ ਲਈ ਪਾਈਪਲਾਈਨ ਰਾਹੀਂ ਲਿਫਟ ਸਿੰਚਾਈ ਯੋਜਨਾ ਲਿਆਂਦੀ ਜਾਵੇਗੀ। ਬਰਸਾਤ ਦੇ ਮੌਸਮ ਦੌਰਾਨ ਹੜ੍ਹਾਂ ਨੂੰ ਰੋਕਣ ਲਈ ਕੀਤੇ ਜਾ ਰਹੇ ਪ੍ਰਬੰਧਾਂ ਦਾ ਜਾਇਜ਼ਾ ਲੈਂਦਿਆਂ ਸ. ਬੈਂਸ ਨੇ ਕਿਹਾ ਕਿ ਸੂਬਾ ਸਰਕਾਰ ਜਲ ਸਰੋਤਾਂ ਦੀ ਚੌਕਸੀ ਨਾਲ ਨਿਗਰਾਨੀ ਕਰ ਰਹੀ ਹੈ ਅਤੇ ਕਮਜ਼ੋਰ ਬੰਨ੍ਹਾਂ ਨੂੰ ਮਜ਼ਬੂਤ ਕੀਤਾ ਜਾ ਰਿਹਾ ਹੈ। — [738, 226, 884, 440]
